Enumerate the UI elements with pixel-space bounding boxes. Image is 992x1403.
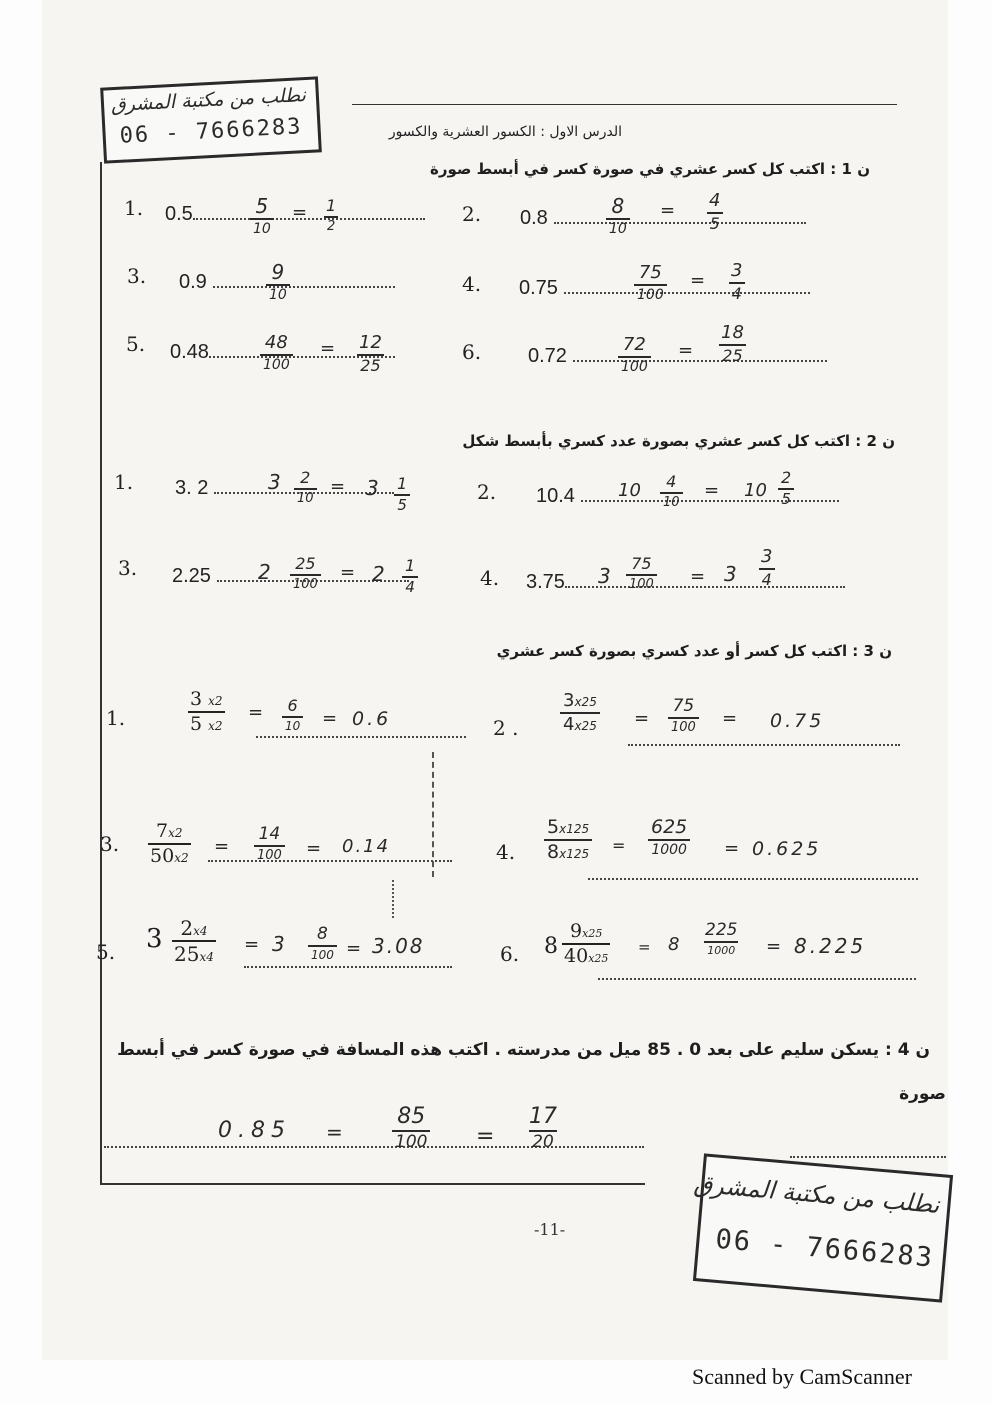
q2-item-4-ans-fraction-1: 75 100 <box>626 556 657 591</box>
q2-item-3-equals: = <box>340 562 356 583</box>
q2-item-4-number: 4. <box>480 566 500 590</box>
left-frame-line <box>100 162 102 1184</box>
q3-item-3-number: 3. <box>100 832 120 856</box>
q4-answer-equals-2: = <box>476 1124 495 1149</box>
q2-item-4-value: 3.75 <box>526 571 565 593</box>
q3-item-1-answer-line <box>256 716 466 738</box>
q1-item-3-number: 3. <box>127 264 147 288</box>
q2-label: ن 2 : اكتب كل كسر عشري بصورة عدد كسري بأبسط شكل <box>462 432 895 450</box>
q2-item-2-ans-fraction-2: 2 5 <box>778 470 794 507</box>
q3-item-4-equals-2: = <box>724 838 740 859</box>
q3-item-1-number: 1. <box>106 706 126 730</box>
q2-item-1-ans-whole-2: 3 <box>366 476 379 500</box>
q1-item-2-number: 2. <box>462 202 482 226</box>
q1-item-6-ans-fraction-1: 72 100 <box>618 336 651 374</box>
q4-answer-decimal: 0.85 <box>218 1118 291 1143</box>
q3-item-3-answer-line <box>208 840 452 862</box>
q2-item-4-equals: = <box>690 566 706 587</box>
q3-item-2-answer-line <box>628 724 900 746</box>
header-rule <box>352 104 897 105</box>
q3-item-5-ans-whole: 3 <box>272 932 285 956</box>
q4-label-line-2: صورة <box>899 1084 946 1104</box>
bottom-frame-line <box>100 1183 645 1185</box>
q3-item-6-equals-2: = <box>766 936 782 957</box>
q2-item-3-ans-whole-2: 2 <box>372 562 385 586</box>
q3-item-4-answer-line <box>588 858 918 880</box>
q1-item-6-ans-fraction-2: 18 25 <box>721 322 744 365</box>
q1-item-3-value: 0.9 <box>179 271 207 293</box>
q1-item-4-answer-line <box>564 272 810 294</box>
q3-item-3-ans-fraction: 14 100 <box>254 826 285 862</box>
q4-answer-line-right <box>790 1136 946 1158</box>
stamp-bottom-name: نطلب من مكتبة المشرق <box>692 1169 941 1220</box>
q1-label: ن 1 : اكتب كل كسر عشري في صورة كسر في أبسط صورة <box>430 160 870 178</box>
q1-item-1-number: 1. <box>124 196 144 220</box>
q1-item-6-number: 6. <box>462 340 482 364</box>
q3-item-2-result: 0.75 <box>770 710 825 732</box>
q4-answer-fraction-2: 17 20 <box>529 1104 557 1152</box>
q3-divider-dots <box>392 880 394 918</box>
q2-item-3-ans-whole-1: 2 <box>258 560 271 584</box>
q3-item-4-number: 4. <box>496 840 516 864</box>
lesson-title: الدرس الاول : الكسور العشرية والكسور <box>388 124 622 140</box>
q3-item-1-ans-fraction: 6 10 <box>282 698 303 732</box>
q1-item-5-ans-fraction-2: 12 25 <box>359 332 382 375</box>
q3-item-2-ans-fraction: 75 100 <box>668 698 699 734</box>
q3-item-5-ans-fraction: 8 100 <box>308 926 337 961</box>
q2-item-3-ans-fraction-1: 25 100 <box>290 556 321 591</box>
q4-answer-equals-1: = <box>326 1120 343 1144</box>
q1-item-1-equals: = <box>292 202 308 223</box>
q2-item-2-ans-whole-2: 10 <box>744 480 767 501</box>
q4-answer-fraction-1: 85 100 <box>392 1106 430 1151</box>
stamp-top-name: نطلب من مكتبة المشرق <box>110 84 307 117</box>
q2-item-4-ans-whole-2: 3 <box>724 562 737 586</box>
q3-item-6-ans-whole: 8 <box>668 934 680 955</box>
q1-item-4-ans-fraction-2: 3 4 <box>728 262 745 302</box>
q1-item-2-ans-fraction-2: 4 5 <box>706 192 723 232</box>
q2-item-1-equals: = <box>330 476 346 497</box>
q1-item-2-equals: = <box>660 200 676 221</box>
q2-item-2-ans-fraction-1: 4 10 <box>660 474 683 509</box>
q3-item-4-result: 0.625 <box>752 838 822 860</box>
q1-item-4-ans-fraction-1: 75 100 <box>634 264 667 302</box>
q3-item-2-number: 2 . <box>493 716 519 740</box>
q1-item-5-ans-fraction-1: 48 100 <box>260 334 293 372</box>
q3-item-4-equals-1: = <box>612 836 626 855</box>
stamp-bottom-phone: 06 - 7666283 <box>714 1223 936 1274</box>
q3-item-2-fraction: 3x25 4x25 <box>560 692 600 734</box>
q2-item-4 <box>526 566 845 594</box>
q1-item-6-equals: = <box>678 340 694 361</box>
q2-item-1-ans-fraction-2: 1 5 <box>394 476 410 513</box>
stamp-bottom <box>693 1153 953 1302</box>
q3-item-6-whole: 8 <box>544 934 558 959</box>
scanner-watermark: Scanned by CamScanner <box>692 1364 912 1389</box>
q1-item-4-value: 0.75 <box>519 277 558 299</box>
q2-item-4-ans-whole-1: 3 <box>598 564 611 588</box>
stamp-top-phone: 06 - 7666283 <box>119 114 304 149</box>
q1-item-2-value: 0.8 <box>520 207 548 229</box>
q3-item-5-answer-line <box>244 946 452 968</box>
q1-item-5-number: 5. <box>126 332 146 356</box>
q3-item-2-equals-2: = <box>722 708 738 729</box>
q3-item-6-answer-line <box>598 958 916 980</box>
q3-item-3-equals-1: = <box>214 836 230 857</box>
q3-item-3-fraction: 7x2 50x2 <box>150 820 189 867</box>
q3-item-6-result: 8.225 <box>794 934 867 958</box>
q2-item-3-ans-fraction-2: 1 4 <box>402 558 418 595</box>
q2-item-2-ans-whole-1: 10 <box>618 480 641 501</box>
q1-item-4-number: 4. <box>462 272 482 296</box>
q2-item-2-number: 2. <box>477 480 497 504</box>
q1-item-5-value: 0.48 <box>170 341 209 363</box>
q2-item-2-equals: = <box>704 480 720 501</box>
q1-item-1-ans-fraction-2: 1 2 <box>323 198 339 233</box>
q1-item-4-equals: = <box>690 270 706 291</box>
q2-item-1 <box>175 472 394 500</box>
q3-item-3-equals-2: = <box>306 838 322 859</box>
q1-item-5-equals: = <box>320 338 336 359</box>
q1-item-2-ans-fraction-1: 8 10 <box>606 196 630 236</box>
q3-item-6-ans-fraction: 225 1000 <box>705 920 738 957</box>
q4-answer-line <box>104 1126 644 1148</box>
q2-item-1-number: 1. <box>114 470 134 494</box>
q2-item-1-ans-fraction-1: 2 10 <box>294 470 317 505</box>
q3-item-5-equals-1: = <box>244 934 260 955</box>
q1-item-1-ans-fraction-1: 5 10 <box>250 196 274 236</box>
q3-item-4-ans-fraction: 625 1000 <box>648 818 690 857</box>
q3-item-4-fraction: 5x125 8x125 <box>544 818 592 862</box>
q2-item-3-number: 3. <box>118 556 138 580</box>
stamp-top <box>100 76 322 163</box>
q4-label-line-1: ن 4 : يسكن سليم على بعد 0 . 85 ميل من مدرسته . اكتب هذه المسافة في صورة كسر في أبسط <box>117 1040 930 1060</box>
q1-item-6-answer-line <box>573 340 827 362</box>
q3-item-6-fraction: 9x25 40x25 <box>564 920 609 967</box>
q1-item-2-answer-line <box>554 202 806 224</box>
q2-item-3-value: 2.25 <box>172 565 211 587</box>
q2-item-4-ans-fraction-2: 3 4 <box>758 548 775 588</box>
q3-item-1-equals-2: = <box>322 708 338 729</box>
q3-item-1-fraction: 3 x2 5 x2 <box>190 688 223 735</box>
q3-item-5-equals-2: = <box>346 938 362 959</box>
q3-item-5-fraction: 2x4 25x4 <box>174 916 214 966</box>
q3-label: ن 3 : اكتب كل كسر أو عدد كسري بصورة كسر عشري <box>496 642 892 660</box>
q3-item-3-result: 0.14 <box>342 836 391 857</box>
q3-item-2-equals-1: = <box>634 708 650 729</box>
page-number: -11- <box>534 1220 566 1239</box>
q2-item-1-value: 3. 2 <box>175 477 209 499</box>
q1-item-3-ans-fraction-1: 9 10 <box>266 262 290 302</box>
q1-item-1-value: 0.5 <box>165 203 193 225</box>
q3-item-6-number: 6. <box>500 942 520 966</box>
q1-item-1-answer-line <box>193 198 425 220</box>
q2-item-1-ans-whole-1: 3 <box>268 470 281 494</box>
q3-item-6-equals-1: = <box>638 938 651 956</box>
q3-item-5-result: 3.08 <box>372 934 425 958</box>
q1-item-6-value: 0.72 <box>528 345 567 367</box>
q3-item-5-number: 5. <box>96 940 116 964</box>
q3-item-5-whole: 3 <box>146 924 163 954</box>
q1-item-3-answer-line <box>213 266 395 288</box>
q3-item-1-equals-1: = <box>248 702 264 723</box>
q3-item-1-result: 0.6 <box>352 708 392 730</box>
q2-item-2-value: 10.4 <box>536 485 575 507</box>
